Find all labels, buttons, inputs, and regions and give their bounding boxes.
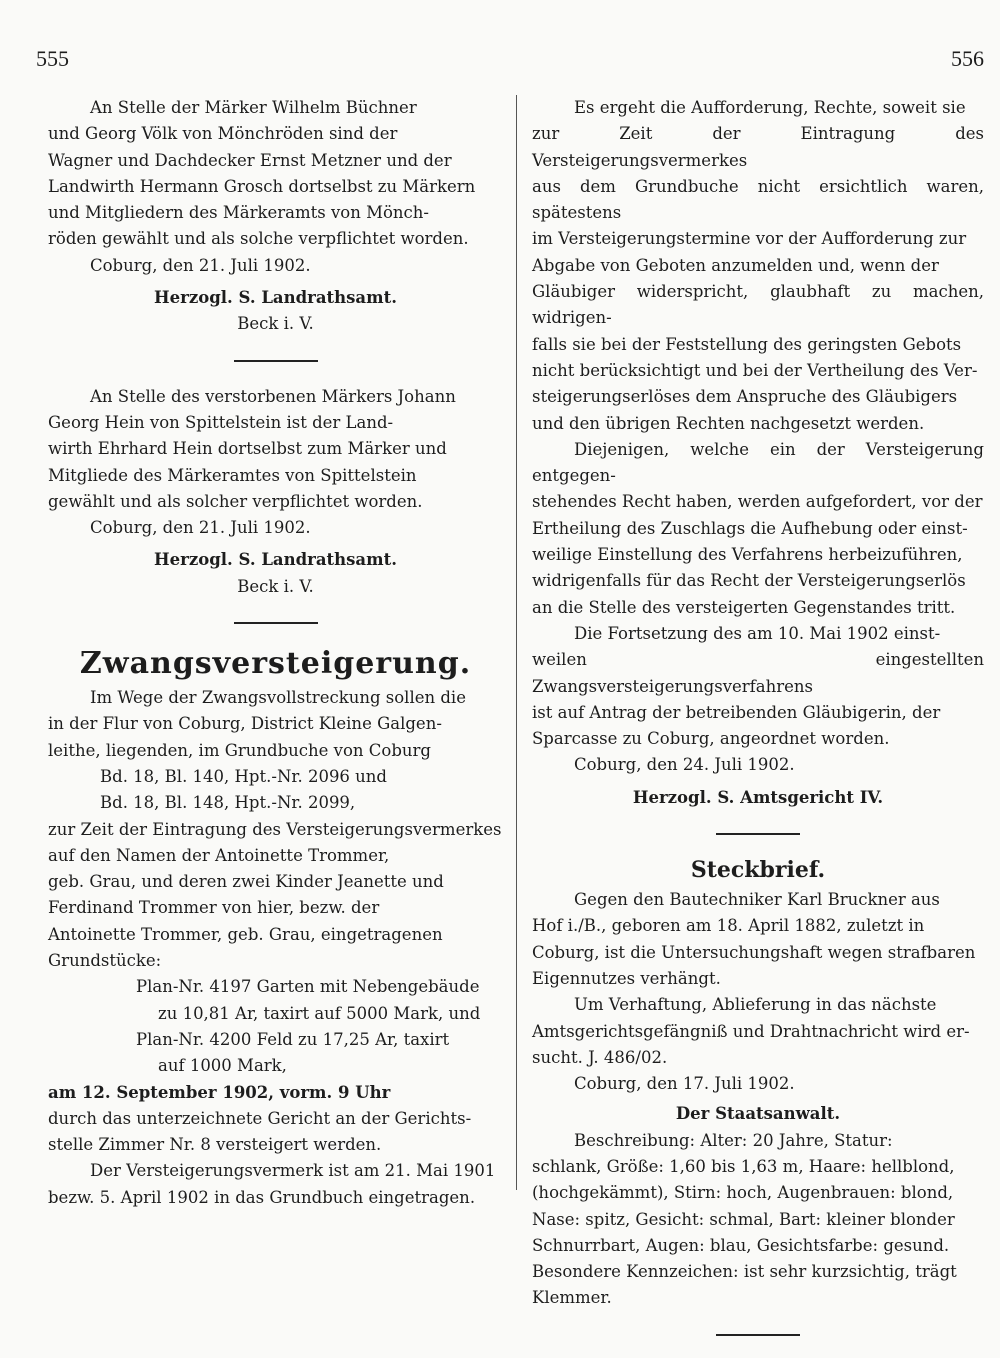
- place-date: Coburg, den 17. Juli 1902.: [574, 1074, 795, 1094]
- text-line: Gläubiger widerspricht, glaubhaft zu machen, widrigen-: [532, 282, 984, 328]
- page-number-left: 555: [36, 46, 69, 71]
- text-line: auf den Namen der Antoinette Trommer,: [48, 845, 390, 865]
- text-line: Diejenigen, welche ein der Versteigerung entgegen-: [532, 439, 984, 486]
- authority: Herzogl. S. Landrathsamt.: [154, 550, 397, 570]
- authority: Herzogl. S. Amtsgericht IV.: [632, 787, 884, 807]
- text-line: bezw. 5. April 1902 in das Grundbuch eingetragen.: [48, 1187, 476, 1207]
- text-line: Antoinette Trommer, geb. Grau, eingetragenen: [48, 924, 443, 944]
- text-line: und den übrigen Rechten nachgesetzt werden.: [532, 413, 925, 433]
- text-line: Nase: spitz, Gesicht: schmal, Bart: kleiner blonder: [532, 1209, 955, 1229]
- notice-zwangsversteigerung: [48, 646, 503, 1211]
- text-line: stehendes Recht haben, werden aufgefordert, vor der: [532, 492, 983, 512]
- text-line: schlank, Größe: 1,60 bis 1,63 m, Haare: hellblond,: [532, 1156, 955, 1176]
- text-line: Es ergeht die Aufforderung, Rechte, soweit sie: [574, 98, 966, 117]
- section-rule: [716, 833, 800, 835]
- section-heading: Zwangsversteigerung.: [79, 646, 472, 682]
- signer: Beck i. V.: [237, 314, 314, 334]
- text-line: Klemmer.: [532, 1288, 612, 1308]
- auction-date: am 12. September 1902, vorm. 9 Uhr: [48, 1082, 391, 1102]
- text-line: Plan-Nr. 4197 Garten mit Nebengebäude: [136, 977, 480, 997]
- text-line: Der Versteigerungsvermerk ist am 21. Mai 1901: [90, 1161, 496, 1181]
- column-divider: [516, 95, 517, 1190]
- text-line: in der Flur von Coburg, District Kleine Galgen-: [48, 714, 442, 734]
- text-line: Mitgliede des Märkeramtes von Spittelstein: [48, 465, 417, 485]
- text-line: Die Fortsetzung des am 10. Mai 1902 einst-: [574, 623, 941, 643]
- text-line: ist auf Antrag der betreibenden Gläubigerin, der: [532, 702, 941, 722]
- text-line: Ertheilung des Zuschlags die Aufhebung oder einst-: [532, 518, 968, 538]
- text-line: leithe, liegenden, im Grundbuche von Coburg: [48, 740, 431, 760]
- text-line: Eigennutzes verhängt.: [532, 968, 721, 988]
- text-line: Im Wege der Zwangsvollstreckung sollen die: [90, 688, 466, 708]
- text-line: durch das unterzeichnete Gericht an der Gerichts-: [48, 1108, 472, 1128]
- text-line: geb. Grau, und deren zwei Kinder Jeanette und: [48, 872, 444, 892]
- text-line: und Georg Völk von Mönchröden sind der: [48, 124, 398, 144]
- text-line: Coburg, ist die Untersuchungshaft wegen strafbaren: [532, 942, 976, 962]
- text-line: Sparcasse zu Coburg, angeordnet worden.: [532, 729, 890, 749]
- text-line: Schnurrbart, Augen: blau, Gesichtsfarbe: gesund.: [532, 1235, 950, 1255]
- text-line: röden gewählt und als solche verpflichtet worden.: [48, 229, 469, 249]
- text-line: und Mitgliedern des Märkeramts von Mönch-: [48, 203, 429, 223]
- place-date: Coburg, den 21. Juli 1902.: [90, 518, 311, 538]
- text-line: Wagner und Dachdecker Ernst Metzner und der: [48, 150, 452, 170]
- text-line: An Stelle der Märker Wilhelm Büchner: [90, 98, 417, 117]
- section-rule: [234, 360, 318, 362]
- text-line: an die Stelle des versteigerten Gegenstandes tritt.: [532, 597, 956, 617]
- authority: Herzogl. S. Landrathsamt.: [154, 288, 397, 308]
- place-date: Coburg, den 21. Juli 1902.: [90, 255, 311, 275]
- text-line: Plan-Nr. 4200 Feld zu 17,25 Ar, taxirt: [136, 1029, 450, 1049]
- text-line: Bd. 18, Bl. 148, Hpt.-Nr. 2099,: [100, 793, 356, 813]
- text-line: widrigenfalls für das Recht der Versteigerungserlös: [532, 571, 966, 591]
- text-line: nicht berücksichtigt und bei der Vertheilung des Ver-: [532, 360, 978, 380]
- text-line: Hof i./B., geboren am 18. April 1882, zuletzt in: [532, 916, 925, 936]
- text-line: Landwirth Hermann Grosch dortselbst zu Märkern: [48, 176, 476, 196]
- text-line: zur Zeit der Eintragung des Versteigerungsvermerkes: [48, 819, 502, 839]
- text-line: im Versteigerungstermine vor der Aufforderung zur: [532, 229, 967, 249]
- signer: Beck i. V.: [237, 576, 314, 596]
- text-line: weilige Einstellung des Verfahrens herbeizuführen,: [532, 545, 963, 565]
- section-heading: Steckbrief.: [690, 857, 826, 884]
- text-line: stelle Zimmer Nr. 8 versteigert werden.: [48, 1135, 382, 1155]
- plot-list: [48, 974, 503, 1079]
- notice-maerker-moenchroeden: [48, 95, 503, 338]
- place-date: Coburg, den 24. Juli 1902.: [574, 755, 795, 775]
- text-line: Bd. 18, Bl. 140, Hpt.-Nr. 2096 und: [100, 766, 387, 786]
- text-line: weilen eingestellten Zwangsversteigerungsverfahrens: [532, 650, 984, 696]
- text-line: Gegen den Bautechniker Karl Bruckner aus: [574, 890, 940, 910]
- text-line: sucht. J. 486/02.: [532, 1047, 668, 1067]
- notice-steckbrief: [532, 857, 984, 1312]
- text-line: Abgabe von Geboten anzumelden und, wenn der: [532, 255, 939, 275]
- notice-auction-continued: [532, 95, 984, 811]
- text-line: aus dem Grundbuche nicht ersichtlich waren, spätestens: [532, 176, 984, 223]
- text-line: zu 10,81 Ar, taxirt auf 5000 Mark, und: [158, 1003, 481, 1023]
- page-number-right: 556: [951, 46, 984, 71]
- right-column: [532, 95, 984, 1358]
- text-line: An Stelle des verstorbenen Märkers Johann: [90, 386, 456, 406]
- text-line: auf 1000 Mark,: [158, 1056, 287, 1076]
- text-line: Um Verhaftung, Ablieferung in das nächste: [574, 995, 937, 1015]
- text-line: steigerungserlöses dem Anspruche des Gläubigers: [532, 387, 958, 407]
- text-line: Ferdinand Trommer von hier, bezw. der: [48, 898, 380, 918]
- authority: Der Staatsanwalt.: [675, 1104, 841, 1124]
- text-line: falls sie bei der Feststellung des geringsten Gebots: [532, 334, 962, 354]
- notice-maerker-spittelstein: [48, 384, 503, 600]
- text-line: gewählt und als solcher verpflichtet worden.: [48, 491, 423, 511]
- land-register-list: [48, 764, 503, 817]
- text-line: Besondere Kennzeichen: ist sehr kurzsichtig, trägt: [532, 1262, 957, 1282]
- text-line: Amtsgerichtsgefängniß und Drahtnachricht wird er-: [532, 1021, 970, 1041]
- text-line: wirth Ehrhard Hein dortselbst zum Märker und: [48, 439, 447, 459]
- section-rule: [716, 1334, 800, 1336]
- text-line: (hochgekämmt), Stirn: hoch, Augenbrauen: blond,: [532, 1183, 954, 1203]
- section-rule: [234, 622, 318, 624]
- text-line: Beschreibung: Alter: 20 Jahre, Statur:: [574, 1130, 893, 1150]
- text-line: zur Zeit der Eintragung des Versteigerungsvermerkes: [532, 124, 984, 170]
- left-column: [48, 95, 503, 1211]
- text-line: Grundstücke:: [48, 951, 162, 971]
- text-line: Georg Hein von Spittelstein ist der Land-: [48, 412, 394, 432]
